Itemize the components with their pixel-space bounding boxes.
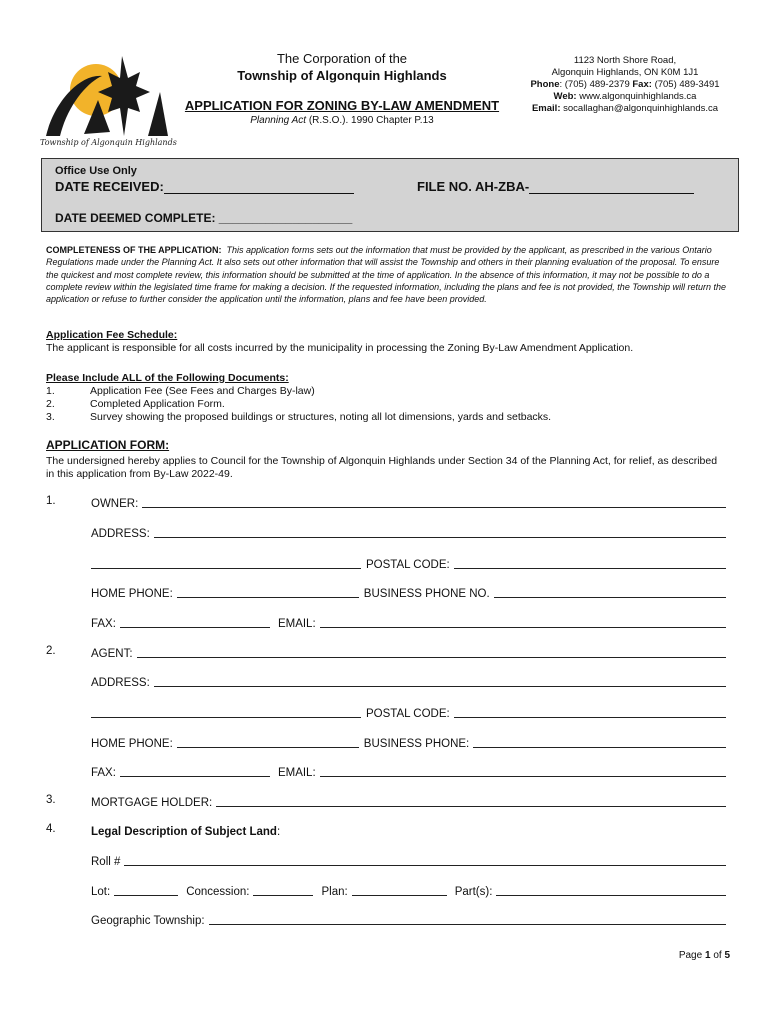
section-number-agent: 2. bbox=[46, 645, 56, 657]
geographic-township-field[interactable]: Geographic Township: bbox=[91, 912, 726, 927]
web-line bbox=[520, 91, 730, 103]
web-value[interactable]: www.algonquinhighlands.ca bbox=[579, 91, 697, 102]
phone-fax-line bbox=[520, 79, 730, 91]
date-received-field[interactable] bbox=[55, 179, 354, 194]
documents-section bbox=[46, 372, 736, 424]
agent-postal-row[interactable]: POSTAL CODE: bbox=[91, 705, 726, 720]
owner-fax-email-row[interactable]: FAX: EMAIL: bbox=[91, 615, 726, 630]
owner-address-field[interactable]: ADDRESS: bbox=[91, 525, 726, 540]
file-number-label: FILE NO. AH-ZBA- bbox=[417, 179, 530, 194]
completeness-paragraph bbox=[46, 244, 730, 305]
agent-address-field[interactable]: ADDRESS: bbox=[91, 674, 726, 689]
email-value[interactable]: socallaghan@algonquinhighlands.ca bbox=[563, 103, 719, 114]
logo-text: Township of Algonquin Highlands bbox=[40, 138, 177, 147]
lot-concession-plan-row[interactable]: Lot: Concession: Plan: Part(s): bbox=[91, 883, 726, 898]
address-line-1: 1123 North Shore Road, bbox=[573, 55, 677, 66]
application-title: APPLICATION FOR ZONING BY-LAW AMENDMENT bbox=[184, 98, 500, 113]
application-form-heading: APPLICATION FORM: bbox=[46, 438, 170, 452]
office-use-box bbox=[41, 158, 739, 232]
township-name: Township of Algonquin Highlands bbox=[237, 68, 447, 83]
agent-fax-email-row[interactable]: FAX: EMAIL: bbox=[91, 764, 726, 779]
list-item: 2. Completed Application Form. bbox=[46, 398, 225, 410]
application-form-intro: The undersigned hereby applies to Council for the Township of Algonquin Highlands under Section 34 of the Planning Act, for relief, as described in this application from By-Law 2022-49. bbox=[46, 455, 718, 480]
corporation-line: The Corporation of the bbox=[276, 51, 408, 66]
fee-schedule-heading: Application Fee Schedule: bbox=[46, 329, 178, 341]
list-item: 3. Survey showing the proposed buildings or structures, noting all lot dimensions, yards and setbacks. bbox=[46, 411, 552, 423]
agent-phone-row[interactable]: HOME PHONE: BUSINESS PHONE: bbox=[91, 735, 726, 750]
office-use-heading: Office Use Only bbox=[55, 165, 137, 177]
phone-label: Phone bbox=[530, 79, 560, 90]
agent-field[interactable]: AGENT: bbox=[91, 645, 726, 660]
list-item: 1. Application Fee (See Fees and Charges By-law) bbox=[46, 385, 315, 397]
fee-schedule-section bbox=[46, 329, 736, 355]
mortgage-holder-field[interactable]: MORTGAGE HOLDER: bbox=[91, 794, 726, 809]
email-label: Email: bbox=[531, 103, 561, 114]
owner-postal-row[interactable]: POSTAL CODE: bbox=[91, 556, 726, 571]
owner-phone-row[interactable]: HOME PHONE: BUSINESS PHONE NO. bbox=[91, 585, 726, 600]
ah-logo-icon bbox=[40, 52, 180, 138]
phone-value: : (705) 489-2379 bbox=[559, 79, 630, 90]
act-ref: (R.S.O.). 1990 Chapter P.13 bbox=[308, 115, 434, 126]
completeness-label: COMPLETENESS OF THE APPLICATION: bbox=[46, 245, 222, 255]
file-number-field[interactable] bbox=[417, 179, 694, 194]
email-line bbox=[520, 103, 730, 115]
web-label: Web: bbox=[553, 91, 577, 102]
township-logo bbox=[40, 52, 180, 150]
planning-act-line bbox=[172, 115, 512, 126]
address-line-2: Algonquin Highlands, ON K0M 1J1 bbox=[551, 67, 699, 78]
section-number-legal: 4. bbox=[46, 823, 56, 835]
legal-description-heading: Legal Description of Subject Land : bbox=[91, 826, 281, 838]
section-number-mortgage: 3. bbox=[46, 794, 56, 806]
completeness-text: This application forms sets out the information that must be provided by the applicant, as prescribed in the various Ontario Regulations made under the Planning Act. It also sets out other information that will assist the Township and others in their planning evaluation of the proposal. To ensure the quickest and most complete review, this information should be submitted at the time of application. In the absence of this information, it may not be possible to do a complete review within the legislated time frame for making a decision. If the requested information, including the plans and fee is not provided, the Township will return the application or refuse to further consider the application until the information, plans and fee have been provided. bbox=[46, 245, 727, 305]
section-number-owner: 1. bbox=[46, 495, 56, 507]
page-number: Page 1 of 5 bbox=[678, 950, 730, 961]
fee-schedule-text: The applicant is responsible for all costs incurred by the municipality in processing the Zoning By-Law Amendment Application. bbox=[46, 342, 634, 354]
fax-label: Fax: bbox=[632, 79, 652, 90]
contact-block bbox=[520, 55, 730, 115]
roll-number-field[interactable]: Roll # bbox=[91, 853, 726, 868]
documents-heading: Please Include ALL of the Following Documents: bbox=[46, 372, 289, 384]
document-header bbox=[172, 50, 512, 126]
owner-field[interactable]: OWNER: bbox=[91, 495, 726, 510]
fax-value: (705) 489-3491 bbox=[654, 79, 720, 90]
date-received-label: DATE RECEIVED: bbox=[55, 179, 164, 194]
act-name: Planning Act bbox=[250, 115, 307, 126]
date-deemed-complete-field[interactable]: DATE DEEMED COMPLETE: ____________________ bbox=[55, 211, 353, 225]
